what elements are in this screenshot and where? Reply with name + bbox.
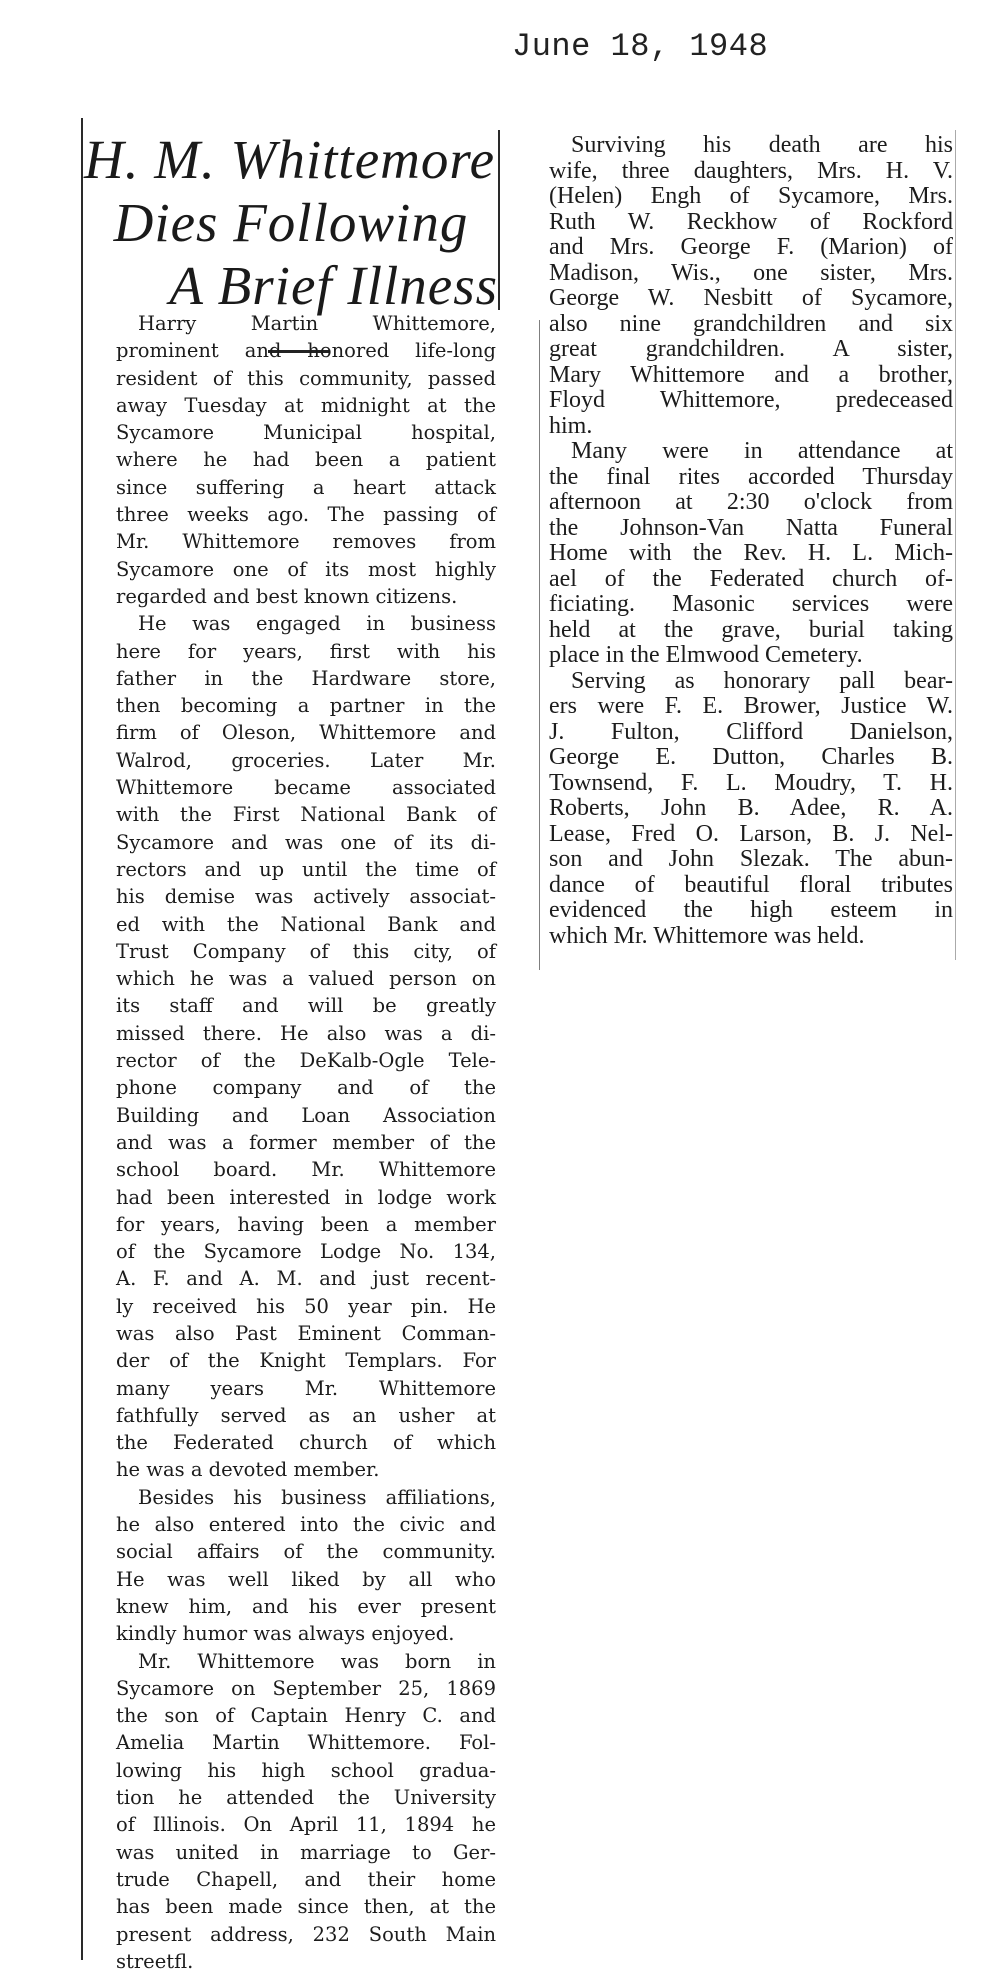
- text-line: Whittemore became associated: [116, 776, 496, 800]
- text-line: Sycamore Municipal hospital,: [116, 421, 496, 445]
- paragraph: [116, 310, 496, 610]
- text-line: lowing his high school gradua-: [116, 1758, 496, 1782]
- text-line: dance of beautiful floral tributes: [549, 871, 953, 898]
- text-line: place in the Elmwood Cemetery.: [549, 642, 863, 668]
- text-line: the Federated church of which: [116, 1431, 496, 1455]
- text-line: held at the grave, burial taking: [549, 616, 953, 643]
- text-line: Sycamore and was one of its di-: [116, 830, 496, 854]
- text-line: three weeks ago. The passing of: [116, 503, 496, 527]
- text-line: here for years, first with his: [116, 639, 496, 663]
- text-line: Serving as honorary pall bear-: [571, 667, 953, 694]
- left-column-body: [116, 310, 496, 1975]
- text-line: firm of Oleson, Whittemore and: [116, 721, 496, 745]
- text-line: evidenced the high esteem in: [549, 897, 953, 923]
- text-line: since suffering a heart attack: [116, 475, 496, 499]
- text-line: kindly humor was always enjoyed.: [116, 1622, 455, 1646]
- text-line: with the First National Bank of: [116, 803, 496, 827]
- text-line: had been interested in lodge work: [116, 1185, 496, 1209]
- text-line: Floyd Whittemore, predeceased: [549, 387, 953, 413]
- text-line: was united in marriage to Ger-: [116, 1840, 496, 1864]
- text-line: fathfully served as an usher at: [116, 1403, 496, 1427]
- text-line: Harry Martin Whittemore,: [138, 312, 496, 335]
- text-line: the final rites accorded Thursday: [549, 463, 953, 490]
- paragraph: [116, 1484, 496, 1648]
- text-line: ers were F. E. Brower, Justice W.: [549, 693, 953, 719]
- text-line: wife, three daughters, Mrs. H. V.: [549, 157, 953, 184]
- text-line: George W. Nesbitt of Sycamore,: [549, 285, 953, 311]
- text-line: and was a former member of the: [116, 1130, 496, 1154]
- text-line: the Johnson-Van Natta Funeral: [549, 514, 953, 541]
- paragraph: [116, 1648, 496, 1975]
- text-line: J. Fulton, Clifford Danielson,: [549, 718, 953, 745]
- text-line: father in the Hardware store,: [116, 666, 496, 690]
- text-line: prominent and honored life-long: [116, 339, 496, 363]
- text-line: of the Sycamore Lodge No. 134,: [116, 1240, 496, 1264]
- text-line: He was well liked by all who: [116, 1567, 496, 1591]
- text-line: Roberts, John B. Adee, R. A.: [549, 795, 953, 821]
- text-line: present address, 232 South Main: [116, 1922, 496, 1946]
- text-line: Surviving his death are his: [571, 132, 953, 158]
- text-line: der of the Knight Templars. For: [116, 1349, 496, 1373]
- text-line: which he was a valued person on: [116, 967, 496, 991]
- right-column-left-rule: [539, 320, 540, 970]
- text-line: and Mrs. George F. (Marion) of: [549, 234, 953, 260]
- text-line: Townsend, F. L. Moudry, T. H.: [549, 769, 953, 796]
- text-line: its staff and will be greatly: [116, 994, 496, 1018]
- paragraph: [116, 610, 496, 1484]
- text-line: (Helen) Engh of Sycamore, Mrs.: [549, 183, 953, 209]
- text-line: streetfl.: [116, 1949, 194, 1973]
- text-line: him.: [549, 412, 593, 439]
- text-line: ed with the National Bank and: [116, 912, 496, 936]
- headline-line: Dies Following: [113, 192, 469, 253]
- text-line: George E. Dutton, Charles B.: [549, 744, 953, 770]
- paragraph: [549, 669, 953, 950]
- text-line: school board. Mr. Whittemore: [116, 1158, 496, 1182]
- paragraph: [549, 439, 953, 669]
- text-line: Walrod, groceries. Later Mr.: [116, 748, 496, 772]
- text-line: Ruth W. Reckhow of Rockford: [549, 208, 953, 235]
- text-line: Home with the Rev. H. L. Mich-: [549, 540, 953, 566]
- text-line: ficiating. Masonic services were: [549, 591, 953, 617]
- text-line: Lease, Fred O. Larson, B. J. Nel-: [549, 820, 953, 847]
- right-column-right-rule: [955, 130, 956, 960]
- headline-line: A Brief Illness: [169, 255, 498, 316]
- text-line: knew him, and his ever present: [116, 1594, 496, 1618]
- text-line: rector of the DeKalb-Ogle Tele-: [116, 1049, 496, 1073]
- text-line: which Mr. Whittemore was held.: [549, 922, 865, 949]
- text-line: resident of this community, passed: [116, 366, 496, 390]
- text-line: the son of Captain Henry C. and: [116, 1704, 496, 1728]
- text-line: Building and Loan Association: [116, 1103, 496, 1127]
- text-line: great grandchildren. A sister,: [549, 336, 953, 362]
- text-line: tion he attended the University: [116, 1786, 496, 1810]
- text-line: afternoon at 2:30 o'clock from: [549, 489, 953, 515]
- text-line: he was a devoted member.: [116, 1458, 380, 1482]
- paragraph: [549, 133, 953, 439]
- text-line: many years Mr. Whittemore: [116, 1376, 496, 1400]
- text-line: he also entered into the civic and: [116, 1513, 496, 1537]
- text-line: regarded and best known citizens.: [116, 584, 458, 608]
- text-line: where he had been a patient: [116, 448, 496, 472]
- headline: [84, 128, 498, 317]
- headline-right-rule: [498, 130, 500, 310]
- text-line: also nine grandchildren and six: [549, 310, 953, 337]
- text-line: Mary Whittemore and a brother,: [549, 361, 953, 388]
- text-line: missed there. He also was a di-: [116, 1021, 496, 1045]
- text-line: Sycamore one of its most highly: [116, 557, 496, 581]
- text-line: social affairs of the community.: [116, 1540, 496, 1564]
- left-column-rule: [81, 118, 83, 1960]
- text-line: Besides his business affiliations,: [138, 1485, 496, 1509]
- text-line: Trust Company of this city, of: [116, 939, 496, 963]
- text-line: rectors and up until the time of: [116, 857, 496, 881]
- text-line: his demise was actively associat-: [116, 885, 496, 909]
- text-line: Sycamore on September 25, 1869: [116, 1676, 496, 1700]
- text-line: son and John Slezak. The abun-: [549, 846, 953, 872]
- right-column-body: [549, 133, 953, 949]
- text-line: ly received his 50 year pin. He: [116, 1294, 496, 1318]
- headline-line: H. M. Whittemore: [84, 129, 496, 190]
- text-line: of Illinois. On April 11, 1894 he: [116, 1813, 496, 1837]
- text-line: phone company and of the: [116, 1076, 496, 1100]
- text-line: trude Chapell, and their home: [116, 1867, 496, 1891]
- text-line: then becoming a partner in the: [116, 694, 496, 718]
- text-line: Madison, Wis., one sister, Mrs.: [549, 259, 953, 286]
- text-line: has been made since then, at the: [116, 1895, 496, 1919]
- text-line: A. F. and A. M. and just recent-: [116, 1267, 496, 1291]
- text-line: Mr. Whittemore was born in: [138, 1649, 496, 1673]
- text-line: Mr. Whittemore removes from: [116, 530, 496, 554]
- clipping-date: June 18, 1948: [512, 28, 769, 65]
- text-line: Many were in attendance at: [571, 438, 953, 464]
- text-line: for years, having been a member: [116, 1212, 496, 1236]
- text-line: Amelia Martin Whittemore. Fol-: [116, 1731, 496, 1755]
- text-line: ael of the Federated church of-: [549, 565, 953, 592]
- text-line: was also Past Eminent Comman-: [116, 1321, 496, 1345]
- text-line: away Tuesday at midnight at the: [116, 393, 496, 417]
- text-line: He was engaged in business: [138, 612, 496, 636]
